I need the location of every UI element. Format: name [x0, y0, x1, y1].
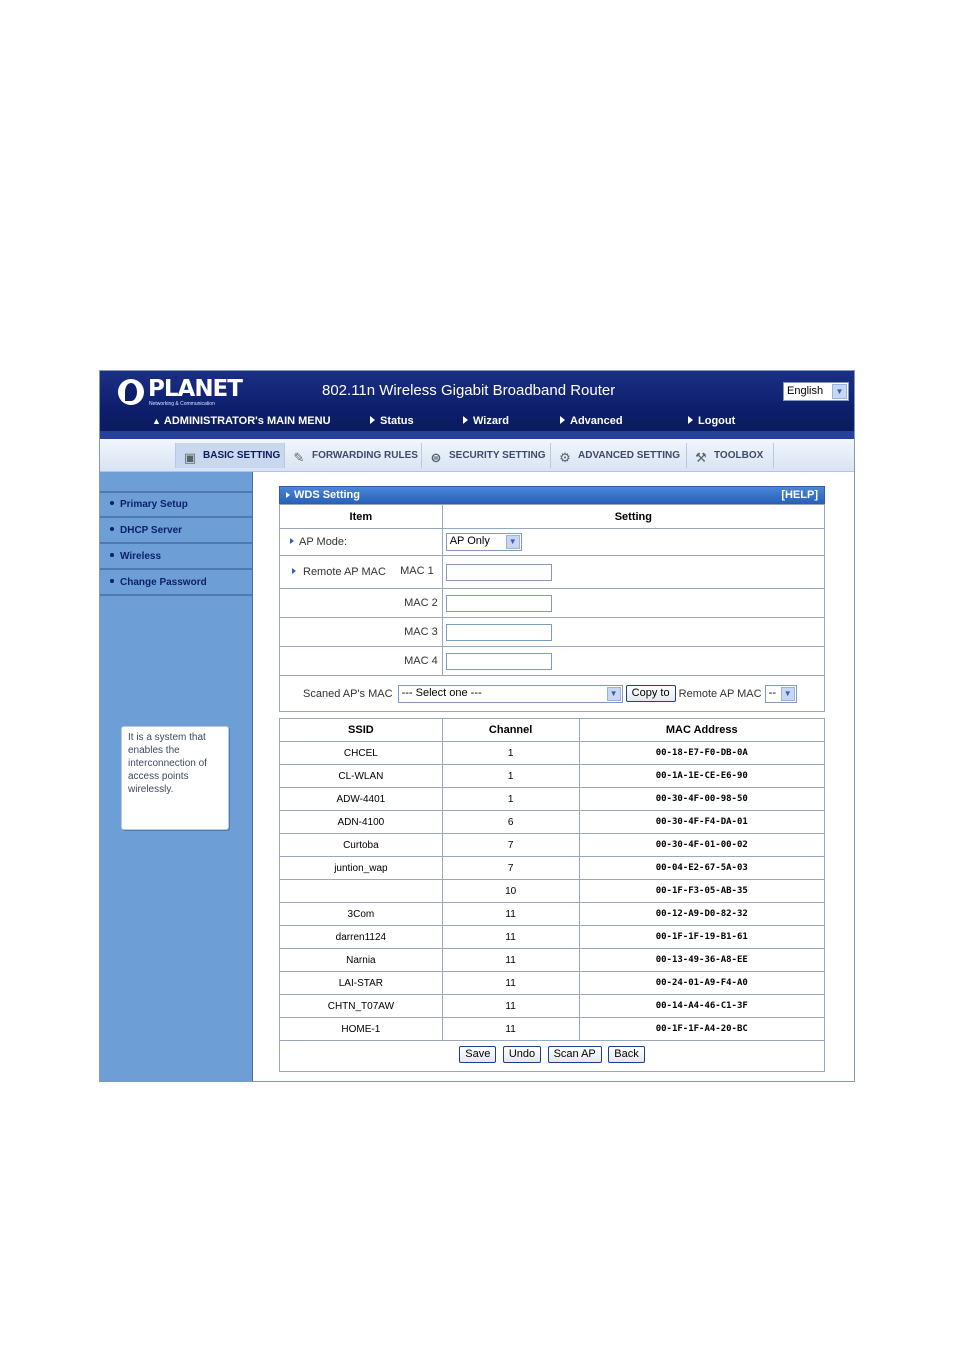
mac1-label-cell	[280, 556, 443, 589]
mac4-label-cell	[280, 647, 443, 676]
channel-cell: 11	[442, 926, 579, 949]
mac-address-cell: 00-14-A4-46-C1-3F	[579, 995, 825, 1018]
nav-logout[interactable]: Logout	[688, 415, 735, 427]
scanned-ap-row	[280, 676, 825, 712]
column-header-channel: Channel	[442, 719, 579, 742]
mac-address-cell: 00-1F-1F-19-B1-61	[579, 926, 825, 949]
mac-address-cell: 00-30-4F-01-00-02	[579, 834, 825, 857]
arrow-right-icon	[290, 538, 294, 544]
forwarding-icon: ✎	[293, 450, 305, 465]
ssid-cell: 3Com	[280, 903, 443, 926]
tab-advanced-setting[interactable]: ⚙ ADVANCED SETTING	[551, 443, 687, 468]
ssid-cell: Curtoba	[280, 834, 443, 857]
sidebar-item-primary-setup[interactable]: Primary Setup	[100, 493, 252, 518]
channel-cell: 11	[442, 903, 579, 926]
table-row	[280, 834, 825, 857]
arrow-right-icon	[688, 416, 693, 424]
nav-advanced[interactable]: Advanced	[560, 415, 623, 427]
table-row	[280, 949, 825, 972]
nav-wizard[interactable]: Wizard	[463, 415, 509, 427]
mac1-cell	[442, 556, 824, 589]
table-row	[280, 903, 825, 926]
channel-cell: 11	[442, 1018, 579, 1041]
remote-ap-mac-label: Remote AP MAC	[303, 566, 386, 578]
header	[100, 371, 854, 439]
table-row	[280, 788, 825, 811]
mac2-label: MAC 2	[404, 597, 438, 609]
arrow-right-icon	[292, 568, 296, 574]
remote-ap-mac-select-value: --	[768, 686, 776, 699]
ap-mode-label-cell	[280, 529, 443, 556]
tab-security-setting[interactable]: ⊜ SECURITY SETTING	[422, 443, 551, 468]
language-select[interactable]	[783, 382, 849, 401]
scanned-ap-label: Scaned AP's MAC	[303, 687, 393, 700]
arrow-right-icon	[560, 416, 565, 424]
ssid-cell: ADW-4401	[280, 788, 443, 811]
channel-cell: 7	[442, 834, 579, 857]
channel-cell: 11	[442, 949, 579, 972]
bullet-icon	[110, 579, 114, 583]
brand-tagline: Networking & Communication	[149, 401, 215, 407]
channel-cell: 6	[442, 811, 579, 834]
sidebar-item-dhcp-server[interactable]: DHCP Server	[100, 519, 252, 544]
back-button[interactable]: Back	[608, 1046, 644, 1063]
mac2-cell	[442, 589, 824, 618]
mac-address-cell: 00-13-49-36-A8-EE	[579, 949, 825, 972]
scan-ap-button[interactable]: Scan AP	[548, 1046, 602, 1063]
scanned-ap-value: --- Select one ---	[401, 686, 482, 699]
mac1-label: MAC 1	[400, 565, 434, 577]
ap-mode-label: AP Mode:	[299, 536, 348, 548]
planet-logo-icon	[118, 379, 144, 405]
advanced-icon: ⚙	[559, 450, 571, 465]
nav-admin-main-menu[interactable]: ▲ ADMINISTRATOR's MAIN MENU	[152, 415, 331, 427]
table-row	[280, 972, 825, 995]
bullet-icon	[110, 527, 114, 531]
ssid-cell: HOME-1	[280, 1018, 443, 1041]
chevron-down-icon: ▼	[781, 687, 795, 701]
chevron-down-icon: ▼	[607, 687, 621, 701]
person-icon: ▲	[152, 416, 161, 426]
mac3-cell	[442, 618, 824, 647]
channel-cell: 11	[442, 995, 579, 1018]
top-navigation	[100, 413, 854, 431]
mac-address-cell: 00-18-E7-F0-DB-0A	[579, 742, 825, 765]
tab-basic-setting[interactable]: ▣ BASIC SETTING	[175, 443, 285, 468]
ssid-cell: Narnia	[280, 949, 443, 972]
language-value: English	[787, 385, 824, 397]
planet-logo	[118, 376, 242, 408]
help-description: It is a system that enables the interconnection of access points wirelessly.	[121, 726, 229, 830]
column-header-mac-address: MAC Address	[579, 719, 825, 742]
column-header-ssid: SSID	[280, 719, 443, 742]
panel-title: WDS Setting	[294, 489, 360, 501]
table-row	[280, 995, 825, 1018]
arrow-right-icon	[286, 492, 290, 498]
monitor-icon: ▣	[183, 450, 197, 465]
channel-cell: 1	[442, 742, 579, 765]
action-buttons	[279, 1038, 825, 1072]
tab-forwarding-rules[interactable]: ✎ FORWARDING RULES	[285, 443, 422, 468]
ssid-cell	[280, 880, 443, 903]
scanned-ap-table	[279, 718, 825, 1041]
copy-to-button[interactable]: Copy to	[626, 685, 676, 702]
header-divider	[100, 431, 854, 439]
nav-status[interactable]: Status	[370, 415, 414, 427]
channel-cell: 1	[442, 765, 579, 788]
mac4-label: MAC 4	[404, 655, 438, 667]
ap-mode-value: AP Only	[449, 535, 490, 547]
router-admin-window	[99, 370, 855, 1082]
ssid-cell: ADN-4100	[280, 811, 443, 834]
brand-name: PLANET	[148, 376, 242, 402]
ssid-cell: CHCEL	[280, 742, 443, 765]
scanned-ap-select[interactable]	[398, 685, 623, 703]
sidebar-item-wireless[interactable]: Wireless	[100, 545, 252, 570]
ssid-cell: CHTN_T07AW	[280, 995, 443, 1018]
ap-table-body	[280, 742, 825, 1041]
ssid-cell: darren1124	[280, 926, 443, 949]
mac3-label-cell	[280, 618, 443, 647]
mac-address-cell: 00-1F-F3-05-AB-35	[579, 880, 825, 903]
main-tabs	[100, 439, 854, 472]
mac-address-cell: 00-04-E2-67-5A-03	[579, 857, 825, 880]
remote-ap-mac-select-label: Remote AP MAC	[678, 687, 762, 700]
chevron-down-icon: ▼	[832, 384, 847, 399]
help-link[interactable]: [HELP]	[781, 489, 818, 501]
chevron-down-icon: ▼	[506, 535, 520, 549]
mac3-input[interactable]	[446, 624, 552, 641]
mac-address-cell: 00-30-4F-00-98-50	[579, 788, 825, 811]
mac4-input[interactable]	[446, 653, 552, 670]
mac1-input[interactable]	[446, 564, 552, 581]
bullet-icon	[110, 501, 114, 505]
channel-cell: 11	[442, 972, 579, 995]
toolbox-icon: ⚒	[695, 450, 707, 465]
column-header-setting: Setting	[442, 505, 824, 529]
mac3-label: MAC 3	[404, 626, 438, 638]
ap-mode-cell	[442, 529, 824, 556]
arrow-right-icon	[463, 416, 468, 424]
mac2-label-cell	[280, 589, 443, 618]
undo-button[interactable]: Undo	[503, 1046, 541, 1063]
tab-toolbox[interactable]: ⚒ TOOLBOX	[687, 443, 774, 468]
ap-mode-select[interactable]	[446, 533, 522, 551]
router-title: 802.11n Wireless Gigabit Broadband Router	[322, 382, 616, 399]
mac-address-cell: 00-30-4F-F4-DA-01	[579, 811, 825, 834]
mac2-input[interactable]	[446, 595, 552, 612]
channel-cell: 1	[442, 788, 579, 811]
channel-cell: 7	[442, 857, 579, 880]
ssid-cell: CL-WLAN	[280, 765, 443, 788]
remote-ap-mac-select[interactable]	[765, 685, 797, 703]
mac-address-cell: 00-1F-1F-A4-20-BC	[579, 1018, 825, 1041]
table-row	[280, 857, 825, 880]
security-icon: ⊜	[430, 450, 442, 465]
panel-title-bar	[279, 486, 825, 504]
sidebar	[100, 472, 253, 1082]
ssid-cell: juntion_wap	[280, 857, 443, 880]
column-header-item: Item	[280, 505, 443, 529]
wds-settings-table	[279, 504, 825, 712]
ssid-cell: LAI-STAR	[280, 972, 443, 995]
save-button[interactable]: Save	[459, 1046, 496, 1063]
sidebar-item-change-password[interactable]: Change Password	[100, 571, 252, 596]
mac-address-cell: 00-1A-1E-CE-E6-90	[579, 765, 825, 788]
mac-address-cell: 00-12-A9-D0-82-32	[579, 903, 825, 926]
bullet-icon	[110, 553, 114, 557]
table-row	[280, 742, 825, 765]
table-row	[280, 765, 825, 788]
channel-cell: 10	[442, 880, 579, 903]
table-row	[280, 811, 825, 834]
arrow-right-icon	[370, 416, 375, 424]
table-row	[280, 880, 825, 903]
mac4-cell	[442, 647, 824, 676]
mac-address-cell: 00-24-01-A9-F4-A0	[579, 972, 825, 995]
table-row	[280, 926, 825, 949]
